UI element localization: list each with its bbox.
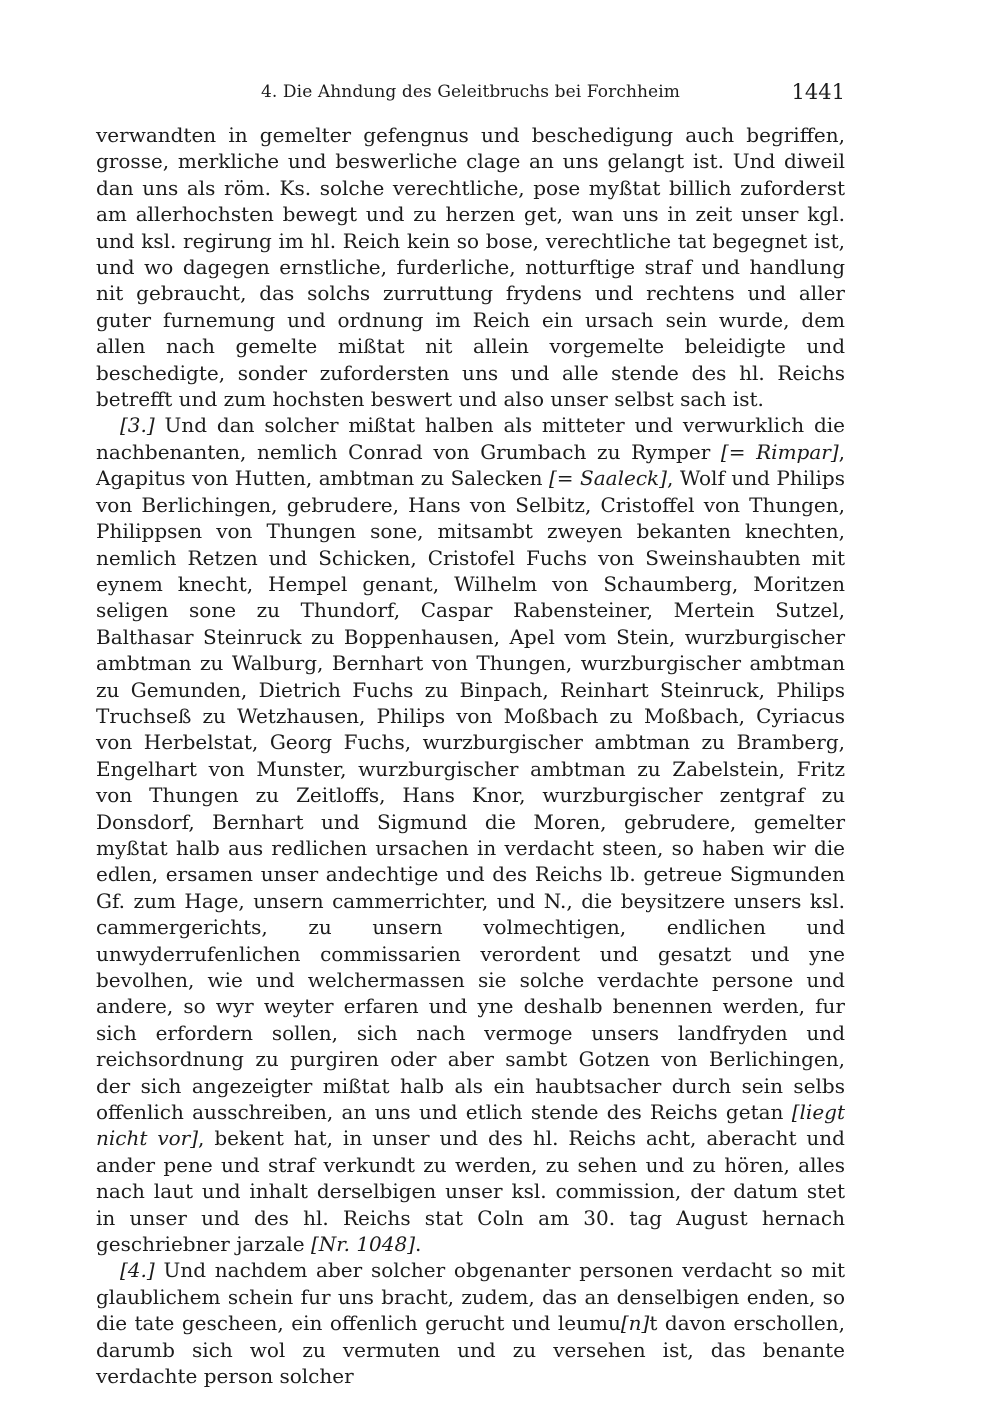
- text-segment: .: [415, 1232, 422, 1257]
- text-segment: t davon erschollen, darumb sich wol zu vermuten und zu versehen ist, das benante verdachte person solcher: [96, 1311, 845, 1389]
- editorial-note: [n]: [620, 1311, 650, 1336]
- text-segment: verwandten in gemelter gefengnus und beschedigung auch begriffen, grosse, merkliche und beswerliche clage an uns gelangt ist. Und diweil dan uns als röm. Ks. solche verechtliche, pose myßtat billich zuforderst am allerhochsten bewegt und zu herzen get, wan uns in zeit unser kgl. und ksl. regirung im hl. Reich kein so bose, verechtliche tat begegnet ist, und wo dagegen ernstliche, furderliche, notturftige straf und handlung nit gebraucht, das solchs zurruttung frydens und rechtens und aller guter furnemung und ordnung im Reich ein ursach sein wurde, dem allen nach gemelte mißtat nit allein vorgemelte beleidigte und beschedigte, sonder zufordersten uns und alle stende des hl. Reichs betrefft und zum hochsten beswert und also unser selbst sach ist.: [96, 123, 845, 412]
- editorial-note: [Nr. 1048]: [310, 1232, 416, 1257]
- paragraph-section-4: [96, 1257, 845, 1389]
- running-title: 4. Die Ahndung des Geleitbruchs bei Forchheim: [261, 82, 680, 102]
- section-marker: [3.]: [120, 413, 155, 438]
- body-text: [96, 122, 845, 1390]
- editorial-note: [= Saaleck]: [549, 466, 667, 491]
- paragraph-section-3: [96, 412, 845, 1257]
- text-segment: , Agapitus von Hutten, ambtman zu Salecken: [96, 439, 845, 491]
- paragraph-continuation: [96, 122, 845, 412]
- text-segment: , Wolf und Philips von Berlichingen, gebrudere, Hans von Selbitz, Cristoffel von Thungen, Philippsen von Thungen sone, mitsambt zweyen bekanten knechten, nemlich Retzen und Schicken, Cristofel Fuchs von Sweinshaubten mit eynem knecht, Hempel genant, Wilhelm von Schaumberg, Moritzen seligen sone zu Thundorf, Caspar Rabensteiner, Mertein Sutzel, Balthasar Steinruck zu Boppenhausen, Apel vom Stein, wurzburgischer ambtman zu Walburg, Bernhart von Thungen, wurzburgischer ambtman zu Gemunden, Dietrich Fuchs zu Binpach, Reinhart Steinruck, Philips Truchseß zu Wetzhausen, Philips von Moßbach zu Moßbach, Cyriacus von Herbelstat, Georg Fuchs, wurzburgischer ambtman zu Bramberg, Engelhart von Munster, wurzburgischer ambtman zu Zabelstein, Fritz von Thungen zu Zeitloffs, Hans Knor, wurzburgischer zentgraf zu Donsdorf, Bernhart und Sigmund die Moren, gebrudere, gemelter myßtat halb aus redlichen ursachen in verdacht steen, so haben wir die edlen, ersamen unser andechtige und des Reichs lb. getreue Sigmunden Gf. zum Hage, unsern cammerrichter, und N., die beysitzere unsers ksl. cammergerichts, zu unsern volmechtigen, endlichen und unwyderrufenlichen commissarien verordent und gesatzt und yne bevolhen, wie und welchermassen sie solche verdachte persone und andere, so wyr weyter erfaren und yne deshalb benennen werden, fur sich erfordern sollen, sich nach vermoge unsers landfryden und reichsordnung zu purgiren oder aber sambt Gotzen von Berlichingen, der sich angezeigter mißtat halb als ein haubtsacher durch sein selbs offenlich ausschreiben, an uns und etlich stende des Reichs getan: [96, 466, 845, 1125]
- section-marker: [4.]: [120, 1258, 155, 1283]
- page-number: 1441: [791, 80, 845, 104]
- text-segment: , bekent hat, in unser und des hl. Reichs acht, aberacht und ander pene und straf verkundt zu werden, zu sehen und zu hören, alles nach laut und inhalt derselbigen unser ksl. commission, der datum stet in unser und des hl. Reichs stat Coln am 30. tag August hernach geschriebner jarzale: [96, 1126, 845, 1257]
- editorial-note: [= Rimpar]: [720, 439, 839, 464]
- text-segment: Und nachdem aber solcher obgenanter personen verdacht so mit glaublichem schein fur uns bracht, zudem, das an denselbigen enden, so die tate gescheen, ein offenlich gerucht und leumu: [96, 1258, 845, 1336]
- editorial-note: [liegt nicht vor]: [96, 1100, 845, 1151]
- text-segment: Und dan solcher mißtat halben als mitteter und verwurklich die nachbenanten, nemlich Conrad von Grumbach zu Rymper: [96, 413, 845, 464]
- running-header: [96, 80, 845, 110]
